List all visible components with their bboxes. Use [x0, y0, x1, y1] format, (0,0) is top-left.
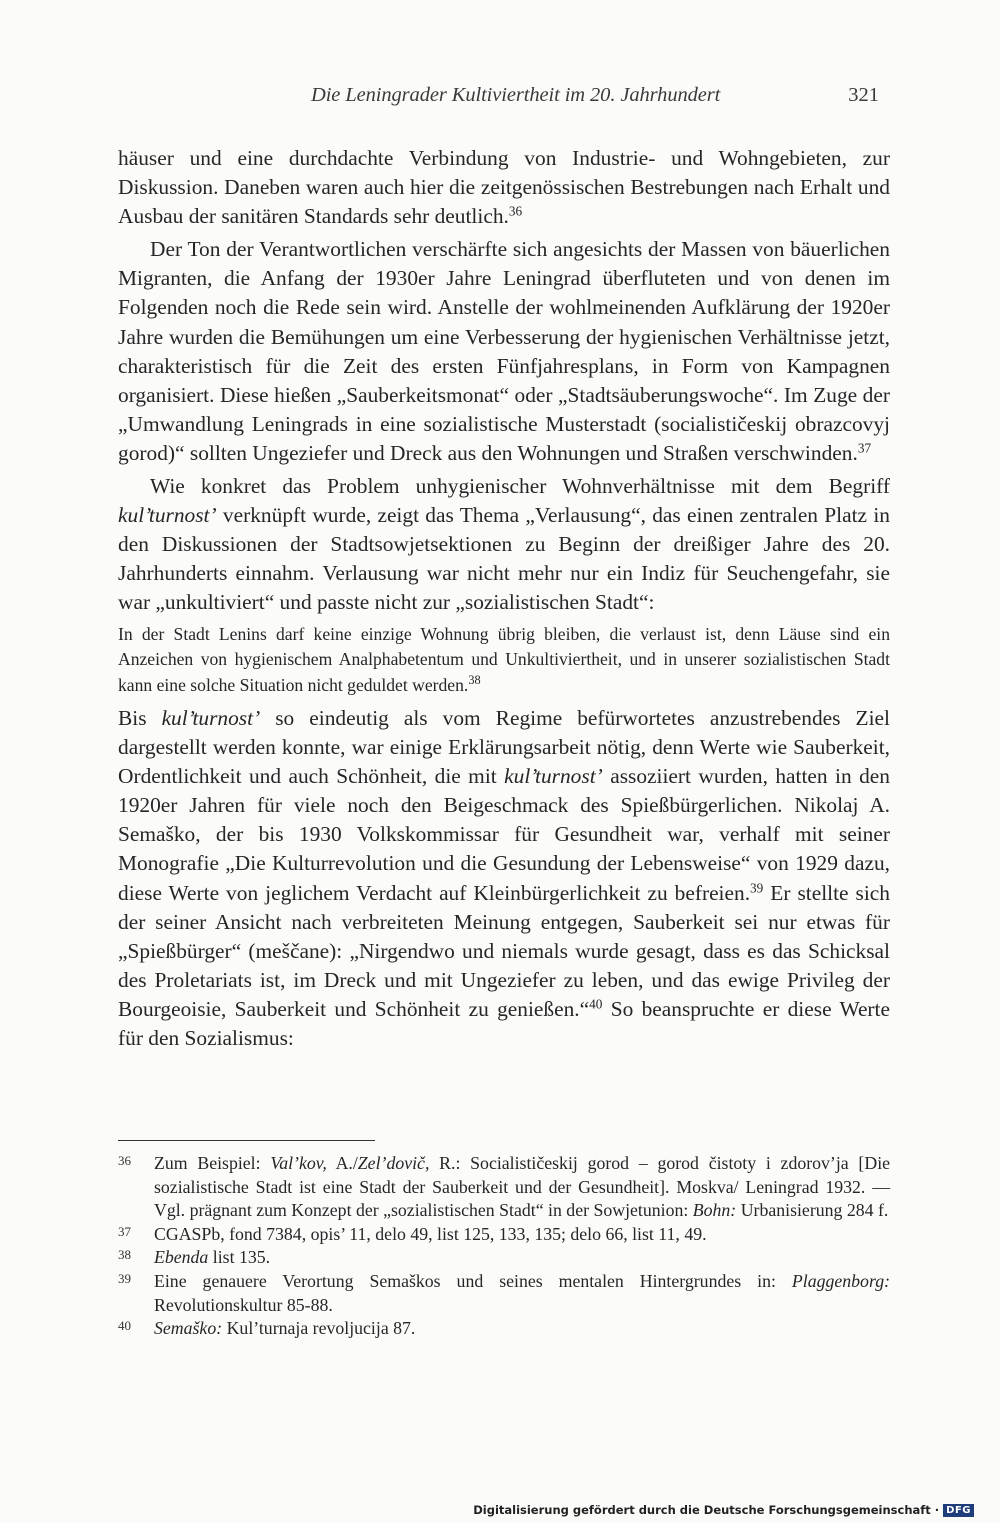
footnote-number: 40: [118, 1318, 131, 1334]
footnote-ref[interactable]: 39: [750, 880, 764, 896]
footnote-ref[interactable]: 37: [857, 440, 872, 456]
footnotes: [118, 1152, 890, 1341]
footnote-ref[interactable]: 40: [589, 996, 603, 1012]
running-head: Die Leningrader Kultiviertheit im 20. Jahrhundert: [311, 84, 721, 106]
footnote-number: 37: [118, 1223, 131, 1239]
paragraph-4: Bis kul’turnost’ so eindeutig als vom Regime befürwortetes anzustrebendes Ziel dargestellt werden konnte, war einige Erklärungsarbeit nötig, denn Werte wie Sauberkeit, Ordentlichkeit und auch Schönheit, die mit kul’turnost’ assoziiert wurden, hatten in den 1920er Jahren für viele noch den Beigeschmack des Spießbürgerlichen. Nikolaj A. Semaško, der bis 1930 Volkskommissar für Gesundheit war, verhalf mit seiner Monografie „Die Kulturrevolution und die Gesundung der Lebensweise“ von 1929 dazu, diese Werte von jeglichem Verdacht auf Kleinbürgerlichkeit zu befreien.$^{39}$ Er stellte sich der seiner Ansicht nach verbreiteten Meinung entgegen, Sauberkeit sei nur etwas für „Spießbürger“ (meščane): „Nirgendwo und niemals wurde gesagt, dass es das Schicksal des Proletariats ist, im Dreck und mit Ungeziefer zu leben, und das ewige Privileg der Bourgeoisie, Sauberkeit und Schönheit zu genießen.“$^{40}$ So beanspruchte er diese Werte für den Sozialismus:: [118, 706, 890, 1051]
dfg-logo-icon: DFG: [943, 1504, 974, 1517]
footnote-divider: [118, 1140, 375, 1141]
digitization-credit: [473, 1503, 974, 1517]
footnote-38: 38 Ebenda list 135.: [118, 1246, 890, 1270]
main-text: [118, 144, 890, 1053]
footnote-37: 37 CGASPb, fond 7384, opis’ 11, delo 49, list 125, 133, 135; delo 66, list 11, 49.: [118, 1223, 890, 1247]
page-number: 321: [848, 84, 879, 106]
footnote-39: 39 Eine genauere Verortung Semaškos und seines mentalen Hintergrundes in: Plaggenborg: Revolutionskultur 85-88.: [118, 1270, 890, 1317]
footnote-40: 40 Semaško: Kul’turnaja revoljucija 87.: [118, 1317, 890, 1341]
credit-text: Digitalisierung gefördert durch die Deutsche Forschungsgemeinschaft ·: [473, 1503, 940, 1517]
footnote-ref[interactable]: 36: [508, 203, 523, 219]
footnote-ref[interactable]: 38: [468, 672, 481, 687]
page-header: [311, 84, 891, 114]
paragraph-2: Der Ton der Verantwortlichen verschärfte sich angesichts der Massen von bäuerlichen Migranten, die Anfang der 1930er Jahre Leningrad überfluteten und von denen im Folgenden noch die Rede sein wird. Anstelle der wohlmeinenden Aufklärung der 1920er Jahre wurden die Bemühungen um eine Verbesserung der hygienischen Verhältnisse jetzt, charakteristisch für die Zeit des ersten Fünfjahresplans, in Form von Kampagnen organisiert. Diese hießen „Sauberkeitsmonat“ oder „Stadtsäuberungswoche“. Im Zuge der „Umwandlung Leningrads in eine sozialistische Musterstadt (socialističeskij obrazcovyj gorod)“ sollten Ungeziefer und Dreck aus den Wohnungen und Straßen verschwinden.$^{37}$: [118, 237, 890, 465]
term-kulturnost: kul’turnost’: [504, 764, 603, 789]
footnote-36: 36 Zum Beispiel: Val’kov, A./Zel’dovič, R.: Socialističeskij gorod – gorod čistoty i zdorov’ja [Die sozialistische Stadt ist eine Stadt der Sauberkeit und der Gesundheit]. Moskva/ Leningrad 1932. — Vgl. prägnant zum Konzept der „sozialistischen Stadt“ in der Sowjetunion: Bohn: Urbanisierung 284 f.: [118, 1152, 890, 1223]
block-quote: In der Stadt Lenins darf keine einzige Wohnung übrig bleiben, die verlaust ist, denn Läuse sind ein Anzeichen von hygienischem Analphabetentum und Unkultiviertheit, und in unserer sozialistischen Stadt kann eine solche Situation nicht geduldet werden.$^{38}$: [118, 623, 890, 695]
footnote-number: 36: [118, 1153, 131, 1168]
term-kulturnost: kul’turnost’: [161, 706, 261, 730]
paragraph-3: Wie konkret das Problem unhygienischer Wohnverhältnisse mit dem Begriff kul’turnost’ verknüpft wurde, zeigt das Thema „Verlausung“, das einen zentralen Platz in den Diskussionen der Stadtsowjetsektionen zu Beginn der dreißiger Jahre des 20. Jahrhunderts einnahm. Verlausung war nicht mehr nur ein Indiz für Seuchengefahr, sie war „unkultiviert“ und passte nicht zur „sozialistischen Stadt“:: [118, 474, 890, 615]
footnote-number: 39: [118, 1270, 131, 1286]
paragraph-1: häuser und eine durchdachte Verbindung von Industrie- und Wohngebieten, zur Diskussion. Daneben waren auch hier die zeitgenössischen Bestrebungen nach Erhalt und Ausbau der sanitären Standards sehr deutlich.$^{36}$: [118, 146, 890, 229]
footnote-number: 38: [118, 1247, 131, 1263]
term-kulturnost: kul’turnost’: [118, 503, 217, 528]
